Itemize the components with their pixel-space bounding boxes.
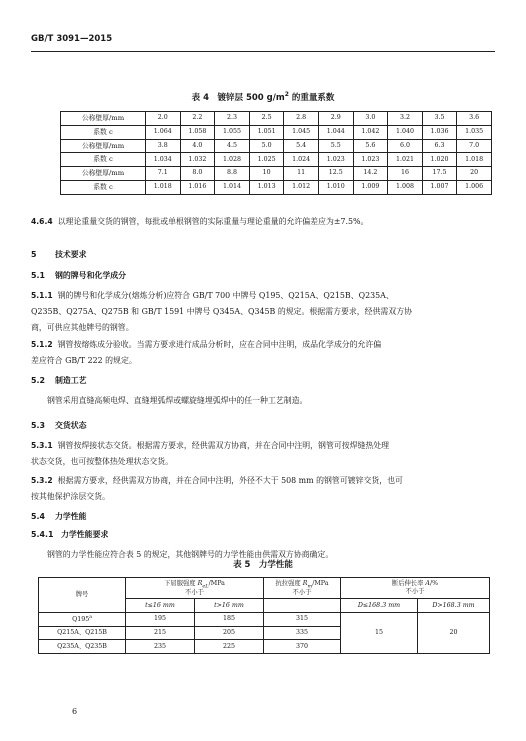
table-4-title-text: 表 4 镀锌层 500 g/m: [191, 93, 285, 103]
subheader-t2: t>16 mm: [195, 599, 264, 613]
thickness-cell: 4.5: [215, 139, 250, 153]
coefficient-cell: 1.023: [353, 153, 388, 167]
section-title: 钢的牌号和化学成分: [55, 271, 127, 280]
thickness-cell: 5.0: [249, 139, 284, 153]
coefficient-cell: 1.018: [457, 153, 492, 167]
clause-line: [31, 438, 496, 454]
thickness-cell: 5.5: [318, 139, 353, 153]
coefficient-cell: 1.006: [457, 180, 492, 194]
thickness-cell: 3.8: [146, 139, 181, 153]
coefficient-cell: 1.018: [146, 180, 181, 194]
coefficient-cell: 1.032: [180, 153, 215, 167]
thickness-row: [61, 112, 492, 126]
clause-5-4-1-text: 钢管的力学性能应符合表 5 的规定，其他钢牌号的力学性能由供需双方协商确定。: [47, 550, 334, 559]
yield-t1-cell: 215: [126, 626, 195, 640]
header-subscript: m: [307, 582, 313, 589]
tensile-cell: 370: [264, 640, 341, 654]
subheader-d1: D≤168.3 mm: [341, 599, 418, 613]
coefficient-cell: 1.023: [318, 153, 353, 167]
grade-cell: Q235A、Q235B: [39, 640, 126, 654]
coefficient-cell: 1.014: [215, 180, 250, 194]
thickness-cell: 2.5: [249, 112, 284, 126]
clause-line: [31, 337, 496, 353]
thickness-cell: 4.0: [180, 139, 215, 153]
section-number: 5.4.1: [31, 530, 54, 539]
clause-number: 5.1.2: [31, 340, 53, 349]
thickness-cell: 3.6: [457, 112, 492, 126]
coefficient-cell: 1.055: [215, 125, 250, 139]
clause-text: 钢管按熔炼成分验收。当需方要求进行成品分析时，应在合同中注明，成品化学成分的允许偏: [57, 340, 382, 349]
thickness-cell: 2.9: [318, 112, 353, 126]
clause-line: 状态交货，也可按整体热处理状态交货。: [31, 457, 174, 467]
section-title: 力学性能要求: [61, 530, 109, 539]
table-4-title-sup: 2: [284, 91, 289, 99]
coefficient-row: [61, 180, 492, 194]
thickness-cell: 8.0: [180, 167, 215, 181]
section-5-1-heading: [31, 270, 126, 281]
thickness-cell: 5.4: [284, 139, 319, 153]
coefficient-label: 系数 c: [61, 180, 146, 194]
coefficient-cell: 1.034: [146, 153, 181, 167]
clause-line: 差应符合 GB/T 222 的规定。: [31, 356, 137, 366]
coefficient-cell: 1.028: [215, 153, 250, 167]
yield-t2-cell: 205: [195, 626, 264, 640]
header-symbol: R: [197, 579, 203, 587]
table-header-row: [39, 578, 490, 599]
clause-text: 钢的牌号和化学成分(熔炼分析)应符合 GB/T 700 中牌号 Q195、Q215A、Q215B、Q235A、: [57, 291, 394, 300]
elongation-d2-cell: 20: [418, 612, 490, 653]
coefficient-cell: 1.035: [457, 125, 492, 139]
thickness-cell: 16: [388, 167, 423, 181]
coefficient-cell: 1.016: [180, 180, 215, 194]
coefficient-cell: 1.009: [353, 180, 388, 194]
clause-number: 4.6.4: [31, 217, 53, 226]
thickness-label: 公称壁厚/mm: [61, 139, 146, 153]
thickness-cell: 6.0: [388, 139, 423, 153]
header-minimum: 不小于: [292, 588, 312, 596]
thickness-cell: 8.8: [215, 167, 250, 181]
header-minimum: 不小于: [405, 588, 425, 595]
section-5-4-1-heading: [31, 529, 108, 540]
section-5-heading: [31, 249, 87, 260]
header-yield-strength: [126, 578, 264, 599]
yield-t2-cell: 225: [195, 640, 264, 654]
coefficient-cell: 1.012: [284, 180, 319, 194]
clause-number: 5.3.2: [31, 476, 53, 485]
clause-line: Q235B、Q275A、Q275B 和 GB/T 1591 中牌号 Q345A、Q345B 的规定。根据需方要求，经供需双方协: [31, 307, 412, 317]
thickness-cell: 7.0: [457, 139, 492, 153]
thickness-cell: 20: [457, 167, 492, 181]
section-title: 技术要求: [55, 250, 87, 259]
coefficient-cell: 1.044: [318, 125, 353, 139]
coefficient-cell: 1.013: [249, 180, 284, 194]
yield-t2-cell: 185: [195, 612, 264, 626]
table-4-title: [0, 91, 526, 103]
page-number: 6: [72, 707, 78, 716]
clause-4-6-4: [31, 214, 496, 230]
header-symbol: R: [302, 579, 308, 587]
clause-line: [31, 473, 496, 489]
thickness-cell: 2.8: [284, 112, 319, 126]
thickness-cell: 5.6: [353, 139, 388, 153]
coefficient-cell: 1.058: [180, 125, 215, 139]
clause-line: 按其他保护涂层交货。: [31, 492, 110, 502]
header-text: 断后伸长率: [391, 580, 426, 588]
thickness-row: [61, 139, 492, 153]
thickness-cell: 3.5: [422, 112, 457, 126]
thickness-cell: 10: [249, 167, 284, 181]
coefficient-cell: 1.021: [388, 153, 423, 167]
thickness-row: [61, 167, 492, 181]
clause-5-3-2: [31, 473, 496, 505]
clause-line: 商，可供应其他牌号的钢管。: [31, 323, 134, 333]
yield-t1-cell: 235: [126, 640, 195, 654]
header-grade: 牌号: [39, 578, 126, 613]
subheader-d2: D>168.3 mm: [418, 599, 490, 613]
section-title: 力学性能: [55, 512, 87, 521]
coefficient-cell: 1.020: [422, 153, 457, 167]
header-text: 下屈服强度: [164, 579, 198, 587]
coefficient-cell: 1.045: [284, 125, 319, 139]
clause-number: 5.3.1: [31, 441, 53, 450]
thickness-cell: 2.2: [180, 112, 215, 126]
coefficient-label: 系数 c: [61, 125, 146, 139]
section-5-3-heading: [31, 420, 87, 431]
coefficient-cell: 1.008: [388, 180, 423, 194]
coefficient-cell: 1.024: [284, 153, 319, 167]
section-title: 制造工艺: [55, 376, 87, 385]
tensile-cell: 335: [264, 626, 341, 640]
header-elongation: [341, 578, 490, 599]
header-unit: /%: [429, 580, 439, 588]
clause-text: 钢管按焊接状态交货。根据需方要求，经供需双方协商，并在合同中注明，钢管可按焊缝热处理: [57, 441, 390, 450]
table-4-title-end: 的重量系数: [288, 93, 335, 103]
coefficient-cell: 1.036: [422, 125, 457, 139]
header-minimum: 不小于: [185, 588, 204, 596]
table-5-title: 表 5 力学性能: [233, 560, 293, 570]
coefficient-cell: 1.025: [249, 153, 284, 167]
clause-text: 以理论重量交货的钢管，每批或单根钢管的实际重量与理论重量的允许偏差应为±7.5%。: [57, 217, 369, 226]
clause-5-3-1: [31, 438, 496, 470]
coefficient-cell: 1.040: [388, 125, 423, 139]
section-number: 5.2: [31, 376, 45, 385]
header-subscript: eL: [202, 582, 209, 589]
thickness-cell: 11: [284, 167, 319, 181]
section-title: 交货状态: [55, 421, 87, 430]
clause-5-1-2: [31, 337, 496, 369]
coefficient-cell: 1.007: [422, 180, 457, 194]
grade-cell: Q215A、Q215B: [39, 626, 126, 640]
header-unit: /MPa: [208, 579, 225, 587]
coefficient-cell: 1.042: [353, 125, 388, 139]
coefficient-row: [61, 153, 492, 167]
section-5-2-heading: [31, 375, 87, 386]
section-number: 5: [31, 250, 37, 259]
coefficient-cell: 1.051: [249, 125, 284, 139]
yield-t1-cell: 195: [126, 612, 195, 626]
coefficient-cell: 1.010: [318, 180, 353, 194]
table-4: [60, 111, 492, 195]
thickness-label: 公称壁厚/mm: [61, 112, 146, 126]
tensile-cell: 315: [264, 612, 341, 626]
section-5-4-heading: [31, 511, 87, 522]
tensile-spacer: [264, 599, 341, 613]
subheader-t1: t≤16 mm: [126, 599, 195, 613]
header-text: 抗拉强度: [275, 579, 303, 587]
thickness-label: 公称壁厚/mm: [61, 167, 146, 181]
thickness-cell: 17.5: [422, 167, 457, 181]
clause-number: 5.1.1: [31, 291, 53, 300]
section-number: 5.1: [31, 271, 45, 280]
section-number: 5.4: [31, 512, 45, 521]
thickness-cell: 2.3: [215, 112, 250, 126]
table-5: [38, 577, 490, 654]
clause-5-2-text: 钢管采用直缝高频电焊、直缝埋弧焊或螺旋缝埋弧焊中的任一种工艺制造。: [47, 396, 308, 405]
coefficient-row: [61, 125, 492, 139]
thickness-cell: 7.1: [146, 167, 181, 181]
grade-text: Q195: [72, 615, 90, 623]
coefficient-cell: 1.064: [146, 125, 181, 139]
thickness-cell: 2.0: [146, 112, 181, 126]
thickness-cell: 6.3: [422, 139, 457, 153]
elongation-d1-cell: 15: [341, 612, 418, 653]
table-row: [39, 612, 490, 626]
header-unit: /MPa: [312, 579, 329, 587]
clause-5-1-1: [31, 288, 496, 337]
clause-text: 根据需方要求，经供需双方协商，并在合同中注明，外径不大于 508 mm 的钢管可镀锌交货，也可: [57, 476, 403, 485]
grade-cell: [39, 612, 126, 626]
thickness-cell: 12.5: [318, 167, 353, 181]
thickness-cell: 3.2: [388, 112, 423, 126]
header-tensile-strength: [264, 578, 341, 599]
thickness-cell: 3.0: [353, 112, 388, 126]
section-number: 5.3: [31, 421, 45, 430]
header-symbol: A: [425, 580, 430, 588]
footnote-marker: a: [89, 614, 92, 620]
clause-line: [31, 288, 496, 304]
standard-code: GB/T 3091—2015: [31, 34, 113, 44]
header-rule: [31, 51, 495, 52]
coefficient-label: 系数 c: [61, 153, 146, 167]
thickness-cell: 14.2: [353, 167, 388, 181]
